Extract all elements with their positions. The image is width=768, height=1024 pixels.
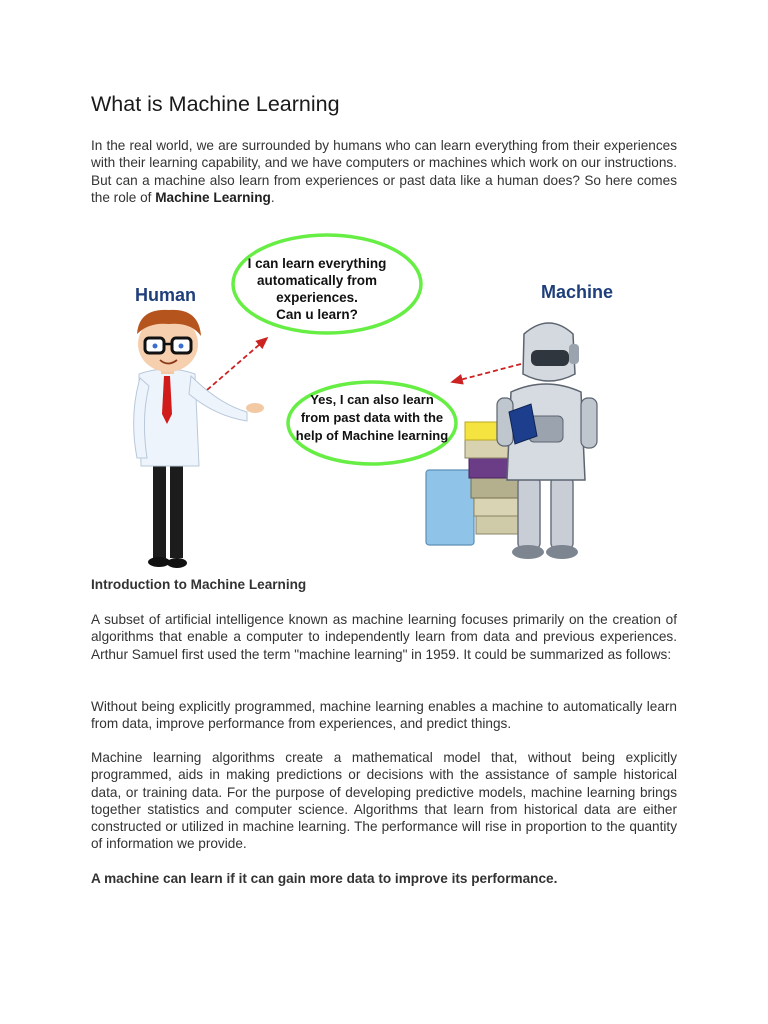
bubble-human-line-2: automatically from: [256, 273, 378, 288]
paragraph-1: A subset of artificial intelligence known as machine learning focuses primarily on the creation of algorithms that enable a computer to independently learn from data and previous experiences. Arthur Samuel first used the term "machine learning" in 1959. It could be summarized as follows:: [91, 612, 677, 662]
bubble-machine-line-2: from past data with the: [300, 410, 444, 425]
bubble-human-line-3: experiences.: [276, 290, 358, 305]
human-speech-bubble: [233, 235, 421, 333]
machine-speech-bubble: [288, 382, 456, 464]
page-title: What is Machine Learning: [91, 92, 340, 116]
section-heading: Introduction to Machine Learning: [91, 577, 307, 592]
human-character: [134, 310, 264, 568]
bubble-machine-line-3: help of Machine learning: [295, 428, 449, 443]
closing-statement: A machine can learn if it can gain more data to improve its performance.: [91, 871, 558, 886]
intro-end: .: [270, 189, 275, 205]
bubble-machine-line-1: Yes, I can also learn: [310, 392, 434, 407]
intro-bold-term: Machine Learning: [155, 189, 271, 205]
human-arrow: [207, 338, 267, 390]
machine-arrow: [452, 364, 521, 382]
intro-paragraph: [91, 137, 677, 206]
human-label: Human: [135, 285, 197, 305]
intro-text: In the real world, we are surrounded by humans who can learn everything from their experiences with their learning capability, and we have computers or machines which work on our instructions. But can a machine also learn from experiences or past data like a human does? So here comes the role of: [91, 138, 677, 205]
machine-label: Machine: [541, 282, 614, 302]
paragraph-3: Machine learning algorithms create a mathematical model that, without being explicitly programmed, aids in making predictions or decisions with the assistance of sample historical data, or training data. For the purpose of developing predictive models, machine learning brings together statistics and computer science. Algorithms that learn from historical data are either constructed or utilized in machine learning. The performance will rise in proportion to the quantity of information we provide.: [91, 750, 677, 852]
human-vs-machine-illustration: [91, 226, 677, 570]
paragraph-2: Without being explicitly programmed, machine learning enables a machine to automatically learn from data, improve performance from experiences, and predict things.: [91, 699, 677, 732]
bubble-human-line-1: I can learn everything: [247, 256, 387, 271]
bubble-human-line-4: Can u learn?: [276, 307, 358, 322]
